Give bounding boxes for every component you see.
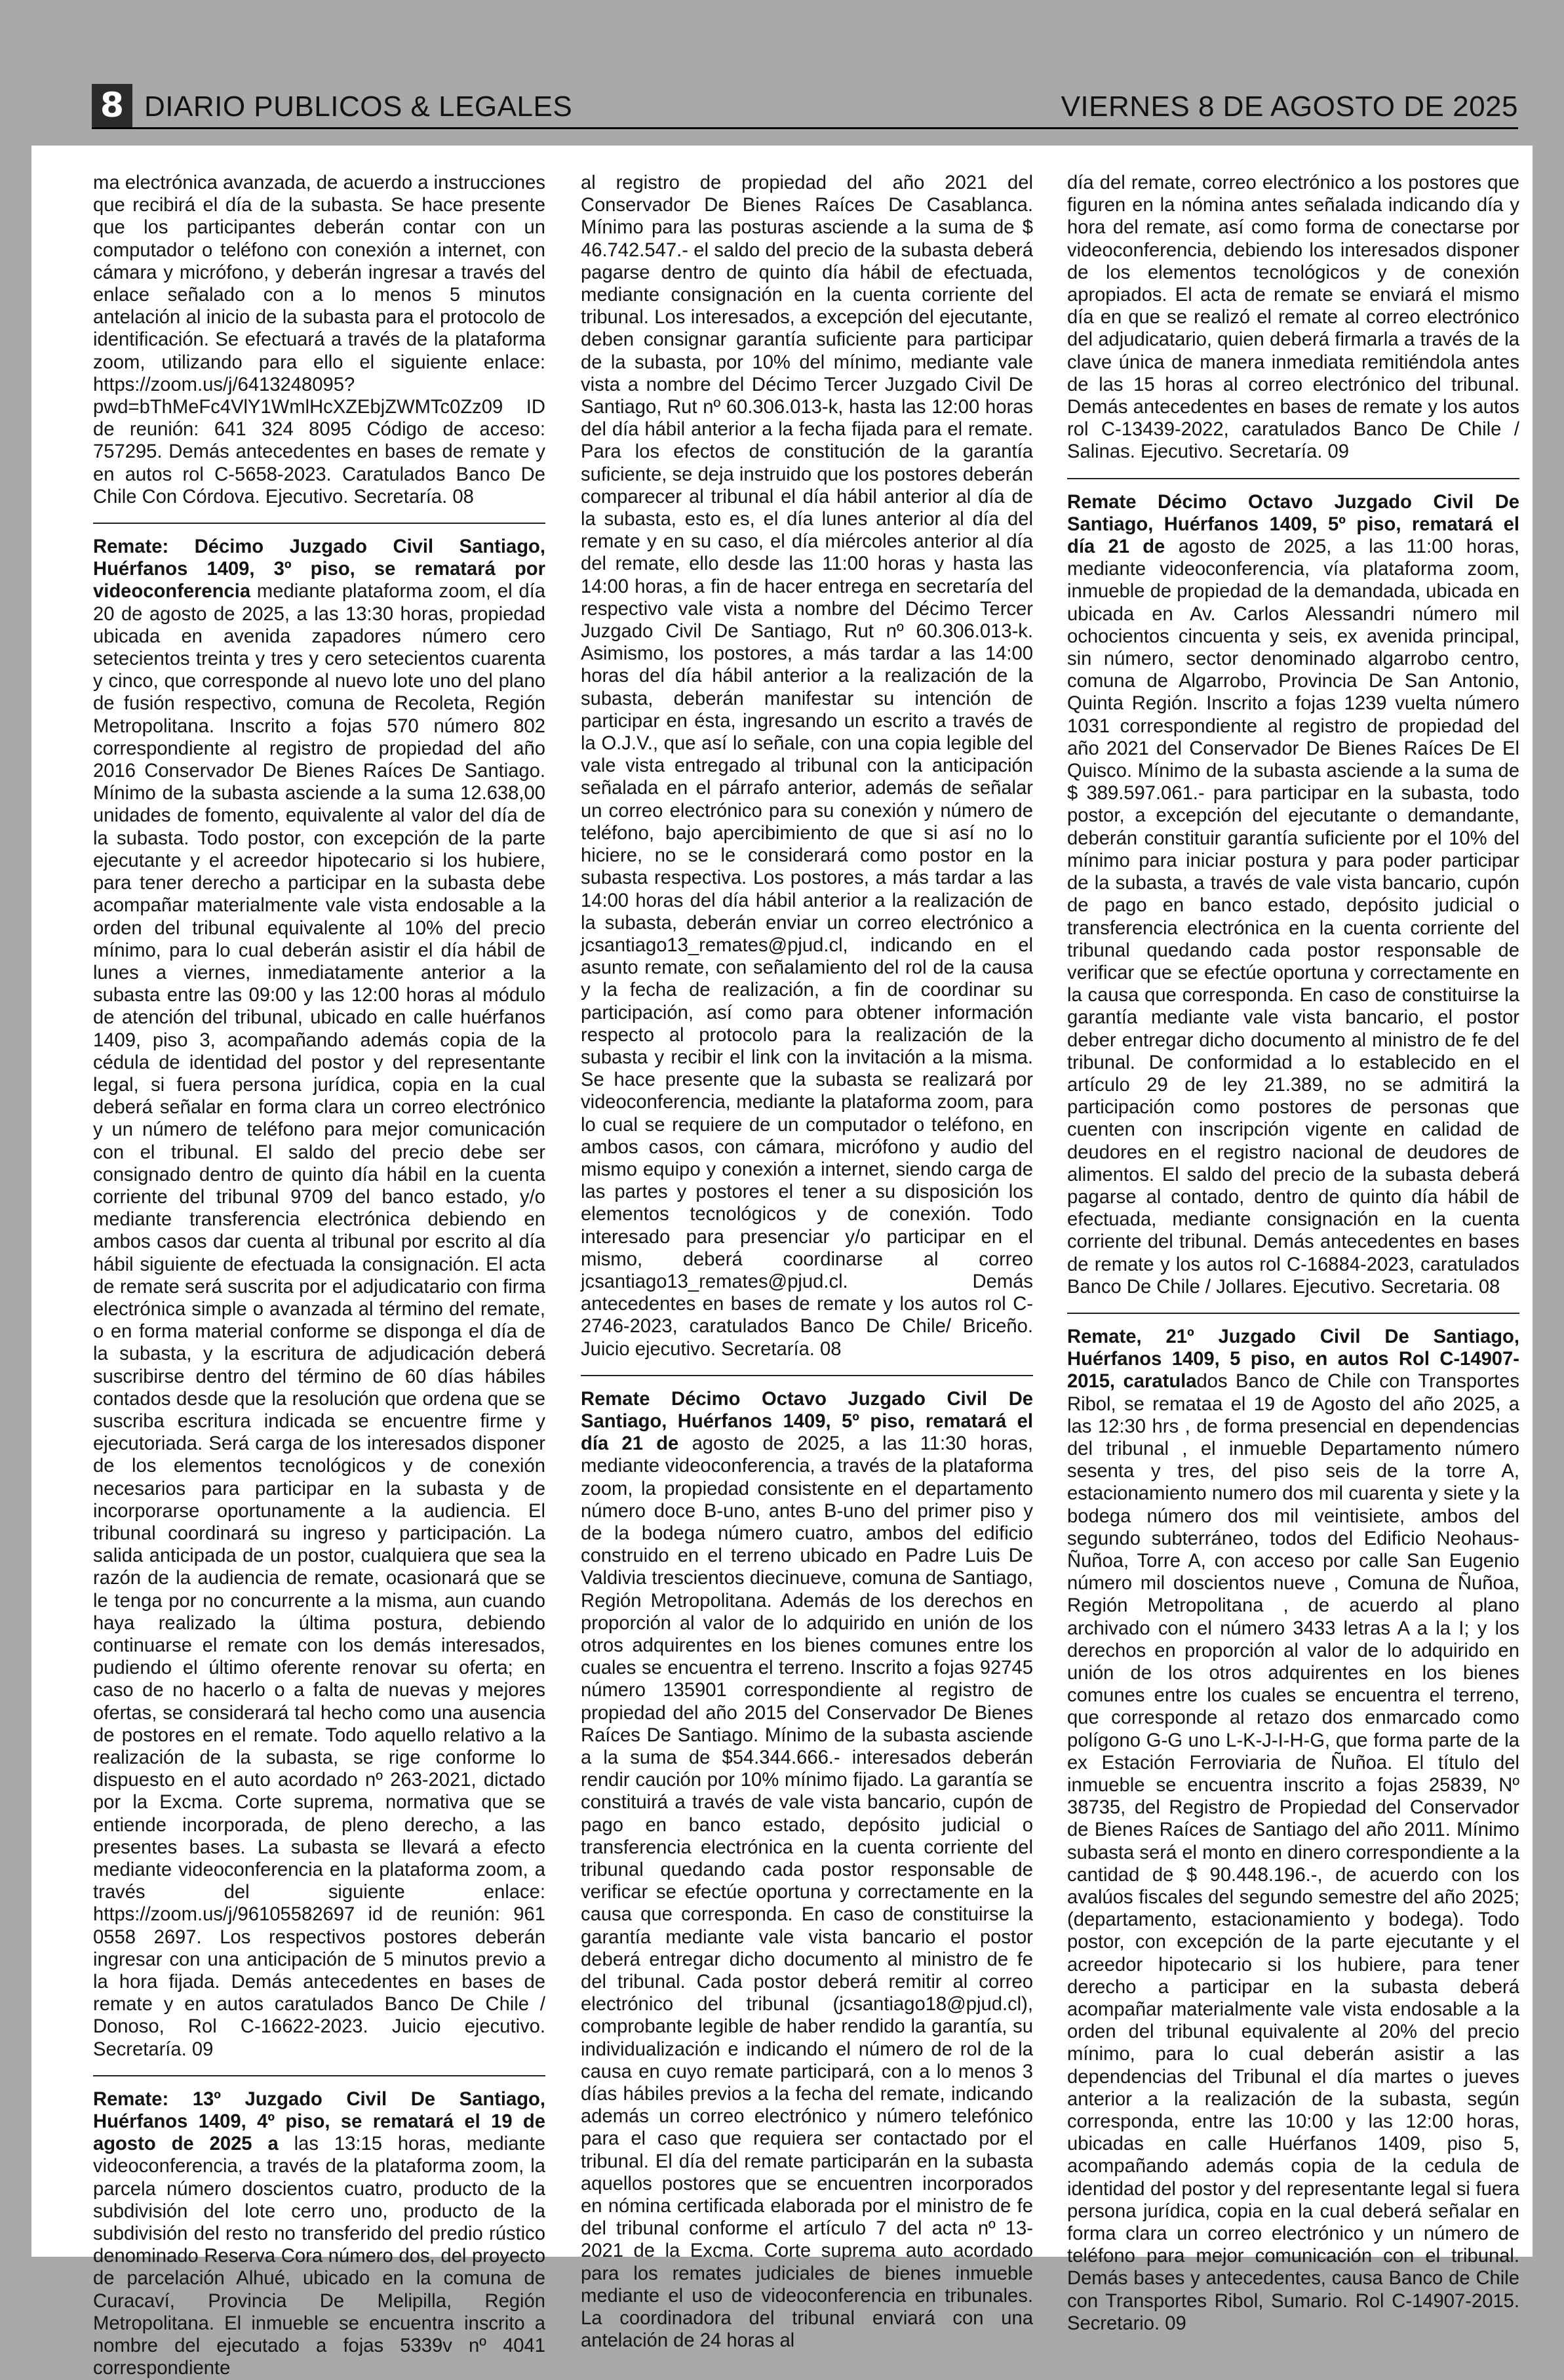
notice-entry <box>93 536 545 2061</box>
notice-body: agosto de 2025, a las 11:00 horas, mediante videoconferencia, vía plataforma zoom, inmueble de propiedad de la demandada, ubicada en ubicada en Av. Carlos Alessandri número mil ochocientos cincuenta y seis, ex avenida principal, sin número, sector denominado algarrobo centro, comuna de Algarrobo, Provincia De San Antonio, Quinta Región. Inscrito a fojas 1239 vuelta número 1031 correspondiente al registro de propiedad del año 2021 del Conservador De Bienes Raíces De El Quisco. Mínimo de la subasta asciende a la suma de $ 389.597.061.- para participar en la subasta, todo postor, a excepción del ejecutante o demandante, deberán constituir garantía suficiente por el 10% del mínimo para iniciar postura y para poder participar de la subasta, a través de vale vista bancario, cupón de pago en banco estado, depósito judicial o transferencia electrónica en la cuenta corriente del tribunal quedando cada postor responsable de verificar que se efectúe oportuna y correctamente en la causa que corresponda. En caso de constituirse la garantía mediante vale vista bancario, el postor deber entregar dicho documento al ministro de fe del tribunal. De conformidad a lo establecido en el artículo 29 de ley 21.389, no se admitirá la participación como postores de personas que cuenten con inscripción vigente en calidad de deudores en el registro nacional de deudores de alimentos. El saldo del precio de la subasta deberá pagarse al contado, dentro de quinto día hábil de efectuada, mediante consignación en la cuenta corriente del tribunal. Demás antecedentes en bases de remate y los autos rol C-16884-2023, caratulados Banco De Chile / Jollares. Ejecutivo. Secretaria. 08 <box>1067 536 1519 1298</box>
column-middle <box>581 172 1033 2352</box>
divider <box>581 1375 1033 1376</box>
notice-entry <box>93 2088 545 2380</box>
notice-entry <box>581 172 1033 1360</box>
notice-text <box>93 172 545 508</box>
notice-heading: Remate: 13º Juzgado Civil De Santiago, Huérfanos 1409, 4º piso, se rematará el 19 de agosto de 2025 a <box>93 2088 545 2155</box>
notice-entry <box>1067 1326 1519 2335</box>
notice-body: ma electrónica avanzada, de acuerdo a instrucciones que recibirá el día de la subasta. Se hace presente que los participantes deberán contar con un computador o teléfono con conexión a internet, con cámara y micrófono, y deberán ingresar a través del enlace señalado con a lo menos 5 minutos antelación al inicio de la subasta para el protocolo de identificación. Se efectuará a través de la plataforma zoom, utilizando para ello el siguiente enlace: https://zoom.us/j/6413248095?pwd=bThMeFc4VlY1WmlHcXZEbjZWMTc0Zz09 ID de reunión: 641 324 8095 Código de acceso: 757295. Demás antecedentes en bases de remate y en autos rol C-5658-2023. Caratulados Banco De Chile Con Córdova. Ejecutivo. Secretaría. 08 <box>93 172 545 507</box>
issue-date: VIERNES 8 DE AGOSTO DE 2025 <box>1061 90 1518 123</box>
page-number: 8 <box>92 84 132 127</box>
notice-heading: Remate Décimo Octavo Juzgado Civil De Santiago, Huérfanos 1409, 5º piso, rematará el día 21 de <box>1067 491 1519 558</box>
divider <box>93 2075 545 2076</box>
publication-title: DIARIO PUBLICOS & LEGALES <box>144 90 573 123</box>
notice-text <box>93 2088 545 2380</box>
divider <box>93 523 545 524</box>
notice-entry <box>1067 491 1519 1298</box>
notice-heading: Remate, 21º Juzgado Civil De Santiago, Huérfanos 1409, 5 piso, en autos Rol C-14907-2015, caratula <box>1067 1326 1519 1393</box>
page-header <box>92 84 1518 129</box>
notice-body: agosto de 2025, a las 11:30 horas, mediante videoconferencia, a través de la plataforma zoom, la propiedad consistente en el departamento número doce B-uno, antes B-uno del primer piso y de la bodega número cuatro, ambos del edificio construido en el terreno ubicado en Padre Luis De Valdivia trescientos diecinueve, comuna de Santiago, Región Metropolitana. Además de los derechos en proporción al valor de lo adquirido en unión de los otros adquirentes en los bienes comunes entre los cuales se encuentra el terreno. Inscrito a fojas 92745 número 135901 correspondiente al registro de propiedad del año 2015 del Conservador De Bienes Raíces De Santiago. Mínimo de la subasta asciende a la suma de $54.344.666.- interesados deberán rendir caución por 10% mínimo fijado. La garantía se constituirá a través de vale vista bancario, cupón de pago en banco estado, depósito judicial o transferencia electrónica en la cuenta corriente del tribunal quedando cada postor responsable de verificar se efectúe oportuna y correctamente en la causa que corresponda. En caso de constituirse la garantía mediante vale vista bancario el postor deberá entregar dicho documento al ministro de fe del tribunal. Cada postor deberá remitir al correo electrónico del tribunal (jcsantiago18@pjud.cl), comprobante legible de haber rendido la garantía, su individualización e indicando el número de rol de la causa en cuyo remate participará, con a lo menos 3 días hábiles previos a la fecha del remate, indicando además un correo electrónico y número telefónico para el caso que requiera ser contactado por el tribunal. El día del remate participarán en la subasta aquellos postores que se encuentren incorporados en nómina certificada elaborada por el ministro de fe del tribunal conforme el artículo 7 del acta nº 13-2021 de la Excma. Corte suprema auto acordado para los remates judiciales de bienes inmueble mediante el uso de videoconferencia en tribunales. La coordinadora del tribunal enviará con una antelación de 24 horas al <box>581 1433 1033 2352</box>
notice-text <box>1067 1326 1519 2335</box>
divider <box>1067 478 1519 479</box>
notice-body: mediante plataforma zoom, el día 20 de agosto de 2025, a las 13:30 horas, propiedad ubicada en avenida zapadores número cero setecientos treinta y tres y cero setecientos cuarenta y cinco, que corresponde al nuevo lote uno del plano de fusión respectivo, comuna de Recoleta, Región Metropolitana. Inscrito a fojas 570 número 802 correspondiente al registro de propiedad del año 2016 Conservador De Bienes Raíces De Santiago. Mínimo de la subasta asciende a la suma 12.638,00 unidades de fomento, equivalente al valor del día de la subasta. Todo postor, con excepción de la parte ejecutante y el acreedor hipotecario si los hubiere, para tener derecho a participar en la subasta debe acompañar materialmente vale vista endosable a la orden del tribunal equivalente al 10% del precio mínimo, para lo cual deberán asistir el día hábil de lunes a viernes, inmediatamente anterior a la subasta entre las 09:00 y las 12:00 horas al módulo de atención del tribunal, ubicado en calle huérfanos 1409, piso 3, acompañando además copia de la cédula de identidad del postor y del representante legal, si fuera persona jurídica, copia en la cual deberá señalar en forma clara un correo electrónico y un número de teléfono para mejor comunicación con el tribunal. El saldo del precio debe ser consignado dentro de quinto día hábil en la cuenta corriente del tribunal 9709 del banco estado, y/o mediante transferencia electrónica debiendo en ambos casos dar cuenta al tribunal por escrito al día hábil siguiente de efectuada la consignación. El acta de remate será suscrita por el adjudicatario con firma electrónica simple o avanzada al término del remate, o en forma material conforme se disponga el día de la subasta, y la escritura de adjudicación deberá suscribirse dentro del término de 60 días hábiles contados desde que la resolución que ordena que se suscriba escritura indicada se encuentre firme y ejecutoriada. Será carga de los interesados disponer de los elementos tecnológicos y de conexión necesarios para participar en la subasta y de incorporarse oportunamente a la audiencia. El tribunal coordinará su ingreso y participación. La salida anticipada de un postor, cualquiera que sea la razón de la audiencia de remate, ocasionará que se le tenga por no concurrente a la misma, aun cuando haya realizado la última postura, debiendo continuarse el remate con los demás interesados, pudiendo el último oferente renovar su oferta; en caso de no hacerlo o a falta de nuevas y mejores ofertas, se considerará tal hecho como una ausencia de postores en el remate. Todo aquello relativo a la realización de la subasta, se rige conforme lo dispuesto en el auto acordado nº 263-2021, dictado por la Excma. Corte suprema, normativa que se entiende incorporada, de pleno derecho, a las presentes bases. La subasta se llevará a efecto mediante videoconferencia en la plataforma zoom, a través del siguiente enlace: https://zoom.us/j/96105582697 id de reunión: 961 0558 2697. Los respectivos postores deberán ingresar con una anticipación de 5 minutos previo a la hora fijada. Demás antecedentes en bases de remate y en autos caratulados Banco De Chile / Donoso, Rol C-16622-2023. Juicio ejecutivo. Secretaría. 09 <box>93 581 545 2060</box>
notice-body: las 13:15 horas, mediante videoconferencia, a través de la plataforma zoom, la parcela número doscientos cuatro, producto de la subdivisión del lote cerro uno, producto de la subdivisión del resto no transferido del predio rústico denominado Reserva Cora número dos, del proyecto de parcelación Alhué, ubicado en la comuna de Curacaví, Provincia De Melipilla, Región Metropolitana. El inmueble se encuentra inscrito a nombre del ejecutado a fojas 5339v nº 4041 correspondiente <box>93 2133 545 2379</box>
column-right <box>1067 172 1519 2334</box>
notice-text <box>581 1388 1033 2352</box>
divider <box>1067 1313 1519 1314</box>
column-left <box>93 172 545 2379</box>
notice-entry <box>1067 172 1519 464</box>
notice-body: día del remate, correo electrónico a los postores que figuren en la nómina antes señalada indicando día y hora del remate, así como forma de conectarse por videoconferencia, debiendo los interesados disponer de los elementos tecnológicos y de conexión apropiados. El acta de remate se enviará el mismo día en que se realizó el remate al correo electrónico del adjudicatario, quien deberá firmarla a través de la clave única de manera inmediata remitiéndola antes de las 15 horas al correo electrónico del tribunal. Demás antecedentes en bases de remate y los autos rol C-13439-2022, caratulados Banco De Chile / Salinas. Ejecutivo. Secretaría. 09 <box>1067 172 1519 463</box>
notice-body: al registro de propiedad del año 2021 del Conservador De Bienes Raíces De Casablanca. Mínimo para las posturas asciende a la suma de $ 46.742.547.- el saldo del precio de la subasta deberá pagarse dentro de quinto día hábil de efectuada, mediante consignación en la cuenta corriente del tribunal. Los interesados, a excepción del ejecutante, deben consignar garantía suficiente para participar de la subasta, por 10% del mínimo, mediante vale vista a nombre del Décimo Tercer Juzgado Civil De Santiago, Rut nº 60.306.013-k, hasta las 12:00 horas del día hábil anterior a la fecha fijada para el remate. Para los efectos de constitución de la garantía suficiente, se deja instruido que los postores deberán comparecer al tribunal el día hábil anterior al día de la subasta, esto es, el día lunes anterior al día del remate y en su caso, el día miércoles anterior al día del remate, ello desde las 11:00 horas y hasta las 14:00 horas, a fin de hacer entrega en secretaría del respectivo vale vista a nombre del Décimo Tercer Juzgado Civil De Santiago, Rut nº 60.306.013-k. Asimismo, los postores, a más tardar a las 14:00 horas del día hábil anterior a la realización de la subasta, deberán manifestar su intención de participar en ésta, ingresando un escrito a través de la O.J.V., que así lo señale, con una copia legible del vale vista entregado al tribunal con la anticipación señalada en el párrafo anterior, además de señalar un correo electrónico para su conexión y número de teléfono, bajo apercibimiento de que si así no lo hiciere, no se le considerará como postor en la subasta respectiva. Los postores, a más tardar a las 14:00 horas del día hábil anterior a la realización de la subasta, deberán enviar un correo electrónico a jcsantiago13_remates@pjud.cl, indicando en el asunto remate, con señalamiento del rol de la causa y la fecha de realización, a fin de coordinar su participación, así como para obtener información respecto al protocolo para la realización de la subasta y recibir el link con la invitación a la misma. Se hace presente que la subasta se realizará por videoconferencia, mediante la plataforma zoom, para lo cual se requiere de un computador o teléfono, en ambos casos, con cámara, micrófono y audio del mismo equipo y conexión a internet, siendo carga de las partes y postores el tener a su disposición los elementos tecnológicos y de conexión. Todo interesado para presenciar y/o participar en el mismo, deberá coordinarse al correo jcsantiago13_remates@pjud.cl. Demás antecedentes en bases de remate y los autos rol C-2746-2023, caratulados Banco De Chile/ Briceño. Juicio ejecutivo. Secretaría. 08 <box>581 172 1033 1360</box>
notice-text <box>1067 172 1519 464</box>
notice-body: dos Banco de Chile con Transportes Ribol, se remataa el 19 de Agosto del año 2025, a las 12:30 hrs , de forma presencial en dependencias del tribunal , el inmueble Departamento número sesenta y tres, del piso seis de la torre A, estacionamiento numero dos mil cuarenta y siete y la bodega número dos mil veintisiete, ambos del segundo subterráneo, todos del Edificio Neohaus- Ñuñoa, Torre A, con acceso por calle San Eugenio número mil doscientos nueve , Comuna de Ñuñoa, Región Metropolitana , de acuerdo al plano archivado con el número 3433 letras A a la I; y los derechos en proporción al valor de lo adquirido en unión de los otros adquirentes en los bienes comunes entre los cuales se encuentra el terreno, que corresponde al retazo dos enmarcado como polígono G-G uno L-K-J-I-H-G, que forma parte de la ex Estación Ferroviaria de Ñuñoa. El título del inmueble se encuentra inscrito a fojas 25839, Nº 38735, del Registro de Propiedad del Conservador de Bienes Raíces de Santiago del año 2011. Mínimo subasta será el monto en dinero correspondiente a la cantidad de $ 90.448.196.-, de acuerdo con los avalúos fiscales del segundo semestre del año 2025; (departamento, estacionamiento y bodega). Todo postor, con excepción de la parte ejecutante y el acreedor hipotecario si los hubiere, para tener derecho a participar en la subasta deberá acompañar materialmente vale vista endosable a la orden del tribunal equivalente al 20% del precio mínimo, para lo cual deberán asistir a las dependencias del Tribunal el día martes o jueves anterior a la realización de la subasta, según corresponda, entre las 10:00 y las 12:00 horas, ubicadas en calle Huérfanos 1409, piso 5, acompañando además copia de la cedula de identidad del postor y del representante legal si fuera persona jurídica, copia en la cual deberá señalar en forma clara un correo electrónico y un número de teléfono para mejor comunicación con el tribunal. Demás bases y antecedentes, causa Banco de Chile con Transportes Ribol, Sumario. Rol C-14907-2015. Secretario. 09 <box>1067 1371 1519 2334</box>
notice-entry <box>93 172 545 508</box>
notice-text <box>581 172 1033 1360</box>
notice-text <box>93 536 545 2061</box>
notice-heading: Remate: Décimo Juzgado Civil Santiago, Huérfanos 1409, 3º piso, se rematará por videoconferencia <box>93 536 545 603</box>
notice-entry <box>581 1388 1033 2352</box>
notice-text <box>1067 491 1519 1298</box>
notice-heading: Remate Décimo Octavo Juzgado Civil De Santiago, Huérfanos 1409, 5º piso, rematará el día 21 de <box>581 1388 1033 1455</box>
